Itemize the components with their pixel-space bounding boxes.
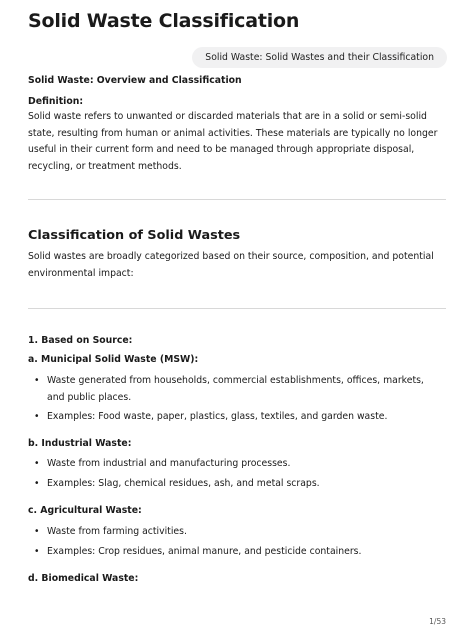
classification-heading: Classification of Solid Wastes bbox=[28, 228, 241, 243]
bullet-dot: • bbox=[34, 411, 40, 422]
definition-text: Solid waste refers to unwanted or discarded materials that are in a solid or semi-solid state, resulting from human or animal activities. These materials are typically no longer useful in their current form and need to be managed through appropriate disposal, recycling, or treatment methods. bbox=[28, 111, 438, 172]
list-item: Examples: Crop residues, animal manure, and pesticide containers. bbox=[47, 546, 362, 557]
list-item: Waste generated from households, commercial establishments, offices, markets, and public places. bbox=[47, 375, 424, 403]
bullet-dot: • bbox=[34, 526, 40, 537]
bullet-dot: • bbox=[34, 546, 40, 557]
list-item: Examples: Slag, chemical residues, ash, and metal scraps. bbox=[47, 478, 320, 489]
divider bbox=[28, 308, 446, 309]
industrial-heading: b. Industrial Waste: bbox=[28, 438, 132, 449]
bullet-dot: • bbox=[34, 458, 40, 469]
biomedical-heading: d. Biomedical Waste: bbox=[28, 573, 139, 584]
agricultural-heading: c. Agricultural Waste: bbox=[28, 505, 142, 516]
divider bbox=[28, 199, 446, 200]
page-title: Solid Waste Classification bbox=[28, 10, 300, 32]
list-item: Waste from farming activities. bbox=[47, 526, 187, 537]
based-on-source-heading: 1. Based on Source: bbox=[28, 335, 133, 346]
msw-heading: a. Municipal Solid Waste (MSW): bbox=[28, 354, 199, 365]
overview-heading: Solid Waste: Overview and Classification bbox=[28, 75, 242, 86]
classification-intro: Solid wastes are broadly categorized based on their source, composition, and potential environmental impact: bbox=[28, 251, 434, 279]
bullet-dot: • bbox=[34, 478, 40, 489]
bullet-dot: • bbox=[34, 375, 40, 386]
page-number: 1/53 bbox=[429, 617, 446, 626]
list-item: Waste from industrial and manufacturing processes. bbox=[47, 458, 291, 469]
topic-chip[interactable]: Solid Waste: Solid Wastes and their Classification bbox=[192, 47, 447, 68]
definition-label: Definition: bbox=[28, 96, 84, 107]
list-item: Examples: Food waste, paper, plastics, glass, textiles, and garden waste. bbox=[47, 411, 388, 422]
